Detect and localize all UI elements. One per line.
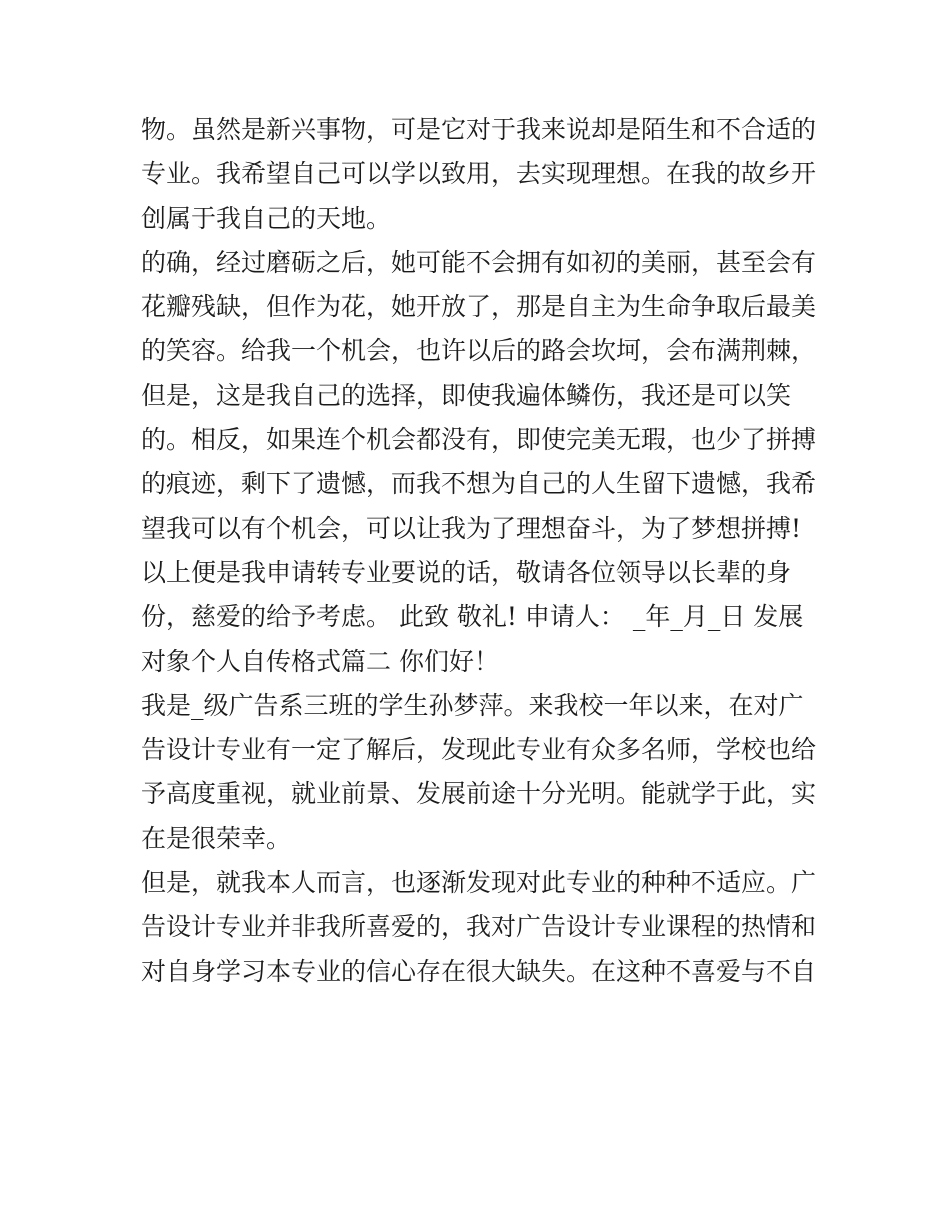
text-line: 但是，这是我自己的选择，即使我遍体鳞伤，我还是可以笑 [141, 380, 792, 410]
paragraph-1 [141, 108, 821, 241]
text-line: 的笑容。给我一个机会，也许以后的路会坎坷，会布满荆棘， [141, 336, 817, 366]
paragraph-3 [141, 684, 821, 861]
text-line: 花瓣残缺，但作为花，她开放了，那是自主为生命争取后最美 [141, 292, 817, 322]
text-line: 对象个人自传格式篇二 你们好！ [141, 646, 499, 676]
text-line: 创属于我自己的天地。 [141, 203, 392, 233]
text-line: 予高度重视，就业前景、发展前途十分光明。能就学于此，实 [141, 779, 817, 809]
text-line: 对自身学习本专业的信心存在很大缺失。在这种不喜爱与不自 [141, 956, 817, 986]
text-line: 告设计专业有一定了解后，发现此专业有众多名师，学校也给 [141, 735, 817, 765]
text-line: 物。虽然是新兴事物，可是它对于我来说却是陌生和不合适的 [141, 115, 817, 144]
text-line: 份，慈爱的给予考虑。 此致 敬礼! 申请人： _年_月_日 发展 [141, 602, 804, 632]
paragraph-4 [141, 861, 821, 994]
text-line: 以上便是我申请转专业要说的话，敬请各位领导以长辈的身 [141, 557, 792, 587]
text-line: 的。相反，如果连个机会都没有，即使完美无瑕，也少了拼搏 [141, 425, 817, 455]
text-line: 望我可以有个机会，可以让我为了理想奋斗，为了梦想拼搏! [141, 513, 802, 543]
text-line: 在是很荣幸。 [141, 823, 292, 853]
text-line: 的确，经过磨砺之后，她可能不会拥有如初的美丽，甚至会有 [141, 247, 817, 277]
document-body [141, 108, 821, 994]
text-line: 告设计专业并非我所喜爱的，我对广告设计专业课程的热情和 [141, 912, 817, 942]
text-line: 的痕迹，剩下了遗憾，而我不想为自己的人生留下遗憾，我希 [141, 469, 817, 499]
paragraph-2 [141, 241, 821, 684]
text-line: 但是，就我本人而言，也逐渐发现对此专业的种种不适应。广 [141, 868, 817, 898]
text-line: 我是_级广告系三班的学生孙梦萍。来我校一年以来，在对广 [141, 690, 804, 720]
text-line: 专业。我希望自己可以学以致用，去实现理想。在我的故乡开 [141, 159, 817, 189]
